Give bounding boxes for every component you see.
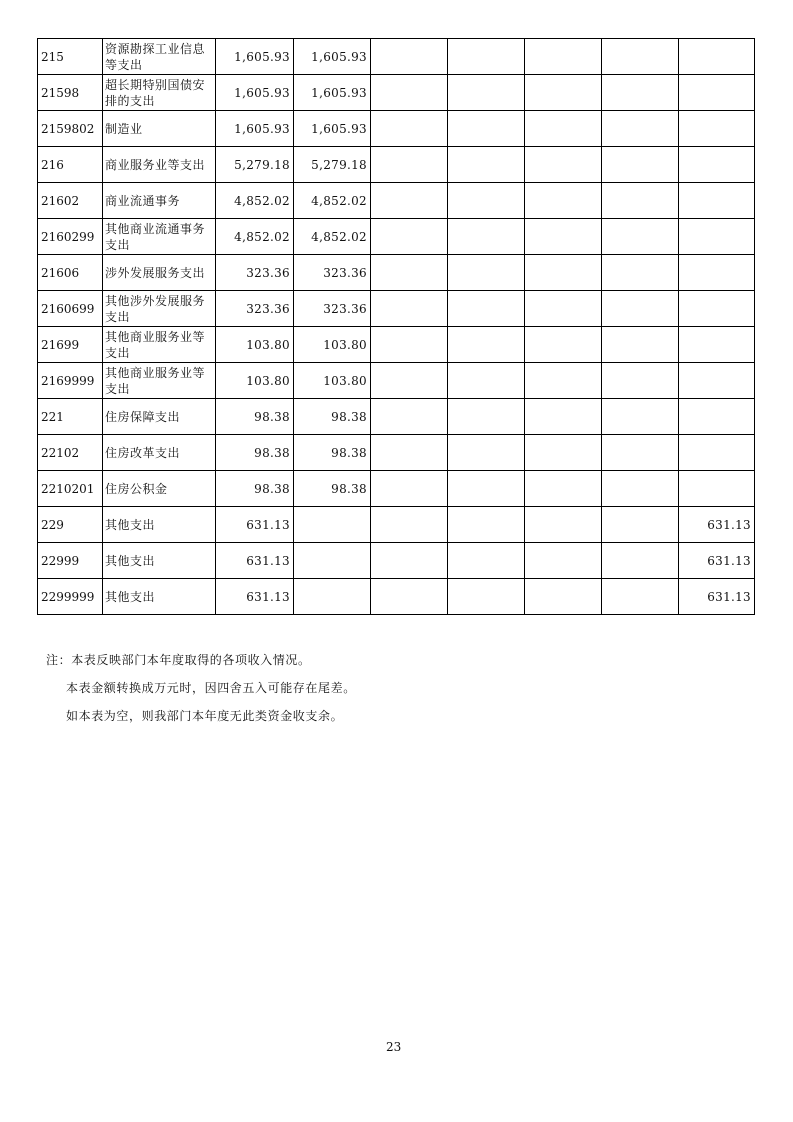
cell-amount — [602, 111, 679, 147]
cell-amount — [525, 147, 602, 183]
cell-total: 4,852.02 — [216, 219, 294, 255]
cell-total: 103.80 — [216, 363, 294, 399]
cell-amount: 4,852.02 — [294, 219, 371, 255]
cell-total: 631.13 — [216, 579, 294, 615]
cell-name: 资源勘探工业信息等支出 — [103, 39, 216, 75]
cell-total: 631.13 — [216, 543, 294, 579]
cell-name: 涉外发展服务支出 — [103, 255, 216, 291]
cell-amount — [371, 579, 448, 615]
cell-amount — [679, 75, 755, 111]
cell-amount — [448, 147, 525, 183]
cell-code: 215 — [38, 39, 103, 75]
cell-amount — [371, 183, 448, 219]
table-row — [38, 291, 755, 327]
cell-name: 其他商业流通事务支出 — [103, 219, 216, 255]
cell-name: 制造业 — [103, 111, 216, 147]
cell-code: 22999 — [38, 543, 103, 579]
cell-code: 21606 — [38, 255, 103, 291]
cell-name: 住房改革支出 — [103, 435, 216, 471]
table-row — [38, 399, 755, 435]
cell-amount — [525, 579, 602, 615]
cell-amount: 631.13 — [679, 543, 755, 579]
note-line: 本表金额转换成万元时，因四舍五入可能存在尾差。 — [66, 681, 356, 695]
table-row — [38, 579, 755, 615]
cell-amount — [371, 507, 448, 543]
cell-code: 216 — [38, 147, 103, 183]
cell-amount — [448, 399, 525, 435]
cell-amount — [448, 579, 525, 615]
cell-total: 323.36 — [216, 255, 294, 291]
cell-amount — [371, 111, 448, 147]
cell-code: 229 — [38, 507, 103, 543]
cell-total: 5,279.18 — [216, 147, 294, 183]
cell-amount — [294, 579, 371, 615]
cell-name: 其他支出 — [103, 507, 216, 543]
cell-amount — [602, 399, 679, 435]
cell-name: 商业服务业等支出 — [103, 147, 216, 183]
cell-amount — [679, 291, 755, 327]
cell-name: 其他商业服务业等支出 — [103, 327, 216, 363]
cell-amount — [602, 183, 679, 219]
cell-amount: 98.38 — [294, 435, 371, 471]
cell-amount — [525, 399, 602, 435]
cell-total: 98.38 — [216, 435, 294, 471]
cell-amount — [294, 543, 371, 579]
cell-amount — [448, 291, 525, 327]
cell-code: 2299999 — [38, 579, 103, 615]
cell-code: 2169999 — [38, 363, 103, 399]
cell-amount — [448, 363, 525, 399]
cell-amount — [679, 363, 755, 399]
notes — [46, 652, 746, 736]
cell-amount — [448, 111, 525, 147]
cell-amount — [602, 219, 679, 255]
cell-code: 2210201 — [38, 471, 103, 507]
cell-amount — [602, 39, 679, 75]
cell-amount — [525, 75, 602, 111]
cell-total: 631.13 — [216, 507, 294, 543]
cell-amount — [525, 39, 602, 75]
cell-amount — [371, 363, 448, 399]
cell-name: 住房公积金 — [103, 471, 216, 507]
cell-total: 98.38 — [216, 471, 294, 507]
cell-amount: 5,279.18 — [294, 147, 371, 183]
cell-code: 2160699 — [38, 291, 103, 327]
cell-amount — [525, 291, 602, 327]
cell-amount — [525, 327, 602, 363]
cell-amount — [679, 183, 755, 219]
cell-amount — [525, 219, 602, 255]
cell-total: 103.80 — [216, 327, 294, 363]
cell-total: 1,605.93 — [216, 39, 294, 75]
page-number: 23 — [386, 1040, 402, 1054]
cell-amount: 98.38 — [294, 399, 371, 435]
table-row — [38, 111, 755, 147]
cell-amount: 4,852.02 — [294, 183, 371, 219]
cell-amount: 631.13 — [679, 507, 755, 543]
table-row — [38, 471, 755, 507]
cell-amount — [525, 111, 602, 147]
cell-amount — [679, 147, 755, 183]
cell-code: 221 — [38, 399, 103, 435]
table-body — [38, 39, 755, 615]
cell-amount — [679, 255, 755, 291]
cell-amount — [602, 255, 679, 291]
cell-amount — [679, 435, 755, 471]
cell-amount — [602, 471, 679, 507]
cell-amount: 1,605.93 — [294, 111, 371, 147]
table-row — [38, 183, 755, 219]
cell-amount — [448, 75, 525, 111]
cell-amount — [371, 543, 448, 579]
table-row — [38, 147, 755, 183]
cell-amount — [602, 147, 679, 183]
table-row — [38, 39, 755, 75]
table-row — [38, 327, 755, 363]
cell-amount — [448, 183, 525, 219]
cell-amount — [679, 39, 755, 75]
cell-amount — [371, 399, 448, 435]
cell-amount — [371, 291, 448, 327]
cell-code: 2159802 — [38, 111, 103, 147]
cell-amount — [679, 111, 755, 147]
cell-amount — [448, 327, 525, 363]
cell-code: 21598 — [38, 75, 103, 111]
cell-amount — [448, 507, 525, 543]
cell-total: 4,852.02 — [216, 183, 294, 219]
cell-amount — [525, 507, 602, 543]
cell-code: 21699 — [38, 327, 103, 363]
cell-amount — [525, 363, 602, 399]
table-row — [38, 75, 755, 111]
cell-amount — [525, 435, 602, 471]
cell-total: 1,605.93 — [216, 75, 294, 111]
cell-name: 其他涉外发展服务支出 — [103, 291, 216, 327]
cell-amount — [371, 75, 448, 111]
cell-amount — [371, 471, 448, 507]
cell-amount — [602, 291, 679, 327]
cell-amount — [371, 219, 448, 255]
table-row — [38, 435, 755, 471]
table-row — [38, 507, 755, 543]
cell-code: 2160299 — [38, 219, 103, 255]
table-row — [38, 219, 755, 255]
note-line: 注：本表反映部门本年度取得的各项收入情况。 — [46, 653, 311, 667]
cell-amount — [448, 543, 525, 579]
cell-amount — [525, 543, 602, 579]
cell-name: 商业流通事务 — [103, 183, 216, 219]
cell-amount — [679, 471, 755, 507]
cell-name: 超长期特别国债安排的支出 — [103, 75, 216, 111]
cell-total: 323.36 — [216, 291, 294, 327]
cell-amount — [602, 327, 679, 363]
cell-amount — [679, 327, 755, 363]
table-row — [38, 543, 755, 579]
cell-name: 住房保障支出 — [103, 399, 216, 435]
cell-amount — [448, 39, 525, 75]
cell-name: 其他支出 — [103, 543, 216, 579]
cell-code: 21602 — [38, 183, 103, 219]
cell-amount: 323.36 — [294, 255, 371, 291]
cell-name: 其他支出 — [103, 579, 216, 615]
cell-amount — [371, 147, 448, 183]
cell-amount: 103.80 — [294, 363, 371, 399]
cell-amount — [448, 471, 525, 507]
cell-amount — [525, 183, 602, 219]
cell-amount — [602, 507, 679, 543]
budget-table — [37, 38, 755, 615]
cell-amount — [371, 39, 448, 75]
cell-amount — [525, 471, 602, 507]
table-row — [38, 363, 755, 399]
cell-amount — [602, 543, 679, 579]
cell-name: 其他商业服务业等支出 — [103, 363, 216, 399]
cell-amount: 1,605.93 — [294, 75, 371, 111]
cell-amount — [371, 435, 448, 471]
cell-amount — [371, 255, 448, 291]
cell-amount: 98.38 — [294, 471, 371, 507]
cell-amount — [679, 399, 755, 435]
table-row — [38, 255, 755, 291]
cell-total: 98.38 — [216, 399, 294, 435]
note-line: 如本表为空，则我部门本年度无此类资金收支余。 — [66, 709, 344, 723]
cell-amount — [602, 75, 679, 111]
cell-amount — [602, 579, 679, 615]
cell-amount — [371, 327, 448, 363]
cell-amount: 1,605.93 — [294, 39, 371, 75]
cell-amount — [448, 255, 525, 291]
cell-amount — [294, 507, 371, 543]
cell-amount: 103.80 — [294, 327, 371, 363]
cell-total: 1,605.93 — [216, 111, 294, 147]
cell-amount — [602, 435, 679, 471]
cell-code: 22102 — [38, 435, 103, 471]
cell-amount — [602, 363, 679, 399]
cell-amount — [679, 219, 755, 255]
cell-amount: 323.36 — [294, 291, 371, 327]
cell-amount — [448, 435, 525, 471]
cell-amount: 631.13 — [679, 579, 755, 615]
cell-amount — [448, 219, 525, 255]
cell-amount — [525, 255, 602, 291]
